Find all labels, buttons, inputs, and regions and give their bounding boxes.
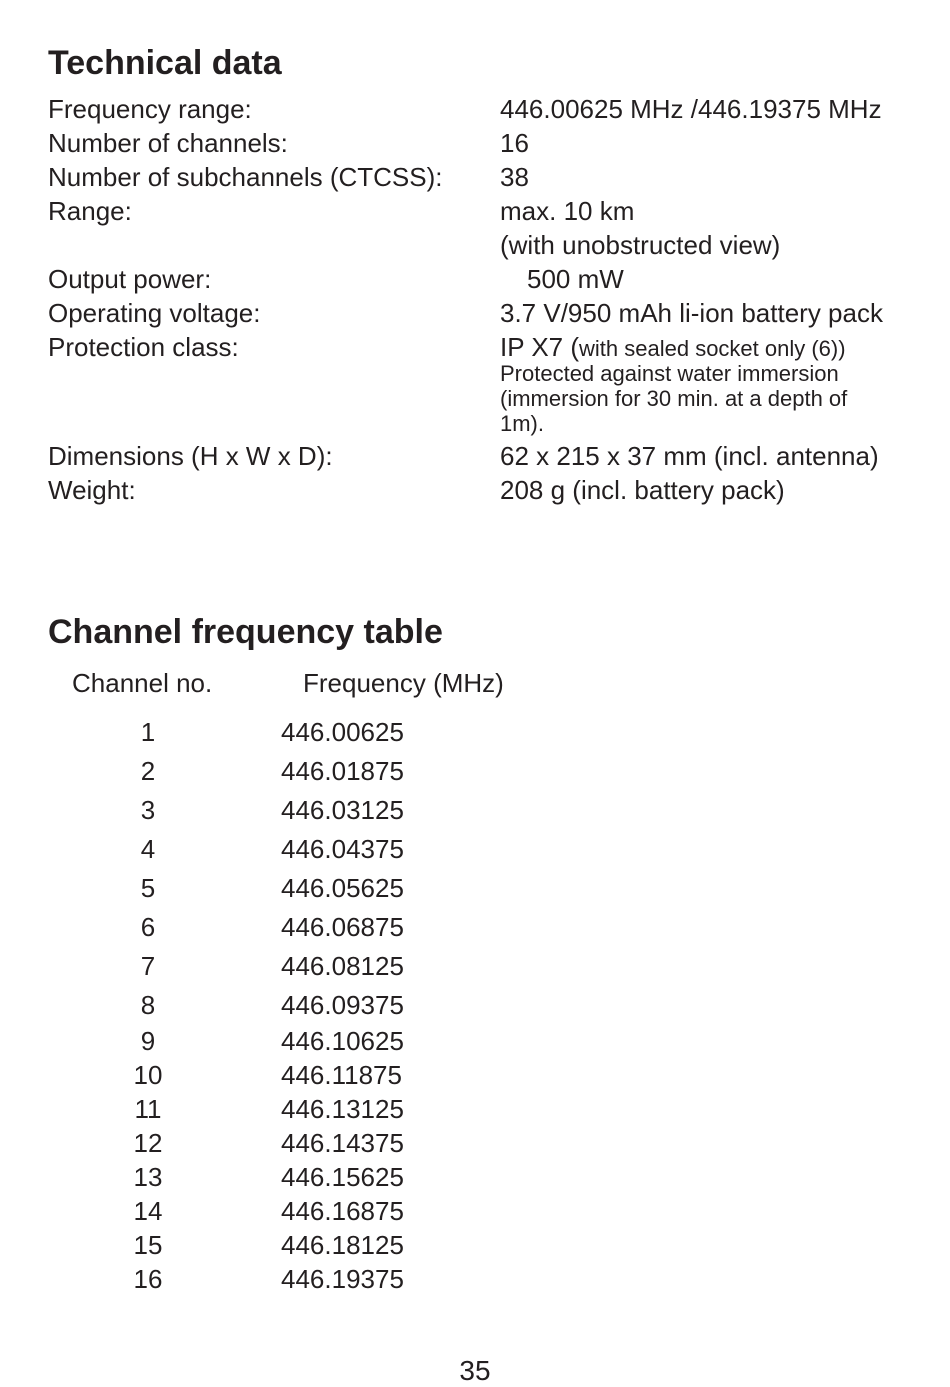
channel-frequency: 446.15625 — [281, 1162, 404, 1192]
page-number: 35 — [459, 1355, 491, 1386]
channel-number: 8 — [140, 990, 156, 1020]
spec-value-range-note: (with unobstructed view) — [500, 230, 781, 260]
channel-frequency: 446.01875 — [281, 756, 404, 786]
spec-label-frequency-range: Frequency range: — [48, 94, 252, 124]
channel-frequency: 446.05625 — [281, 873, 404, 903]
spec-value-range: max. 10 km — [500, 196, 635, 226]
channel-number: 9 — [140, 1026, 156, 1056]
channel-frequency: 446.04375 — [281, 834, 404, 864]
protection-class-note-line: (immersion for 30 min. at a depth of — [500, 386, 848, 411]
protection-class-note-line: Protected against water immersion — [500, 361, 839, 386]
column-header-channel: Channel no. — [72, 668, 213, 698]
channel-number: 2 — [140, 756, 156, 786]
channel-number: 6 — [140, 912, 156, 942]
channel-table-heading: Channel frequency table — [48, 613, 443, 651]
spec-label-range: Range: — [48, 196, 132, 226]
channel-number: 1 — [140, 717, 156, 747]
spec-value-frequency-range: 446.00625 MHz /446.19375 MHz — [500, 94, 882, 124]
channel-frequency: 446.14375 — [281, 1128, 404, 1158]
channel-frequency: 446.00625 — [281, 717, 404, 747]
technical-data-heading: Technical data — [48, 44, 282, 82]
protection-class-condition: with sealed socket only (6)) — [579, 336, 846, 361]
spec-label-protection-class: Protection class: — [48, 332, 239, 362]
channel-number: 3 — [140, 795, 156, 825]
channel-number: 7 — [140, 951, 156, 981]
channel-frequency: 446.09375 — [281, 990, 404, 1020]
spec-label-weight: Weight: — [48, 475, 136, 505]
channel-number: 15 — [133, 1230, 163, 1260]
channel-frequency: 446.11875 — [281, 1060, 402, 1090]
channel-number: 13 — [133, 1162, 163, 1192]
channel-frequency: 446.13125 — [281, 1094, 404, 1124]
channel-number: 10 — [133, 1060, 163, 1090]
channel-number: 5 — [140, 873, 156, 903]
spec-value-number-of-channels: 16 — [500, 128, 529, 158]
spec-value-dimensions: 62 x 215 x 37 mm (incl. antenna) — [500, 441, 879, 471]
channel-number: 11 — [134, 1094, 162, 1124]
channel-frequency: 446.10625 — [281, 1026, 404, 1056]
spec-label-output-power: Output power: — [48, 264, 212, 294]
spec-value-protection-class — [500, 332, 846, 364]
channel-number: 12 — [133, 1128, 163, 1158]
spec-label-dimensions: Dimensions (H x W x D): — [48, 441, 333, 471]
spec-value-operating-voltage: 3.7 V/950 mAh li-ion battery pack — [500, 298, 883, 328]
spec-value-output-power: 500 mW — [527, 264, 624, 294]
spec-label-operating-voltage: Operating voltage: — [48, 298, 261, 328]
channel-number: 4 — [140, 834, 156, 864]
channel-frequency: 446.16875 — [281, 1196, 404, 1226]
spec-value-weight: 208 g (incl. battery pack) — [500, 475, 785, 505]
channel-frequency: 446.18125 — [281, 1230, 404, 1260]
channel-number: 14 — [133, 1196, 163, 1226]
channel-frequency: 446.06875 — [281, 912, 404, 942]
column-header-frequency: Frequency (MHz) — [303, 668, 504, 698]
spec-value-subchannels: 38 — [500, 162, 529, 192]
spec-label-number-of-channels: Number of channels: — [48, 128, 288, 158]
channel-frequency: 446.03125 — [281, 795, 404, 825]
channel-frequency: 446.19375 — [281, 1264, 404, 1294]
protection-class-rating: IP X7 ( — [500, 332, 580, 362]
spec-label-subchannels: Number of subchannels (CTCSS): — [48, 162, 443, 192]
protection-class-note-line: 1m). — [500, 411, 544, 436]
channel-frequency: 446.08125 — [281, 951, 404, 981]
channel-number: 16 — [133, 1264, 163, 1294]
